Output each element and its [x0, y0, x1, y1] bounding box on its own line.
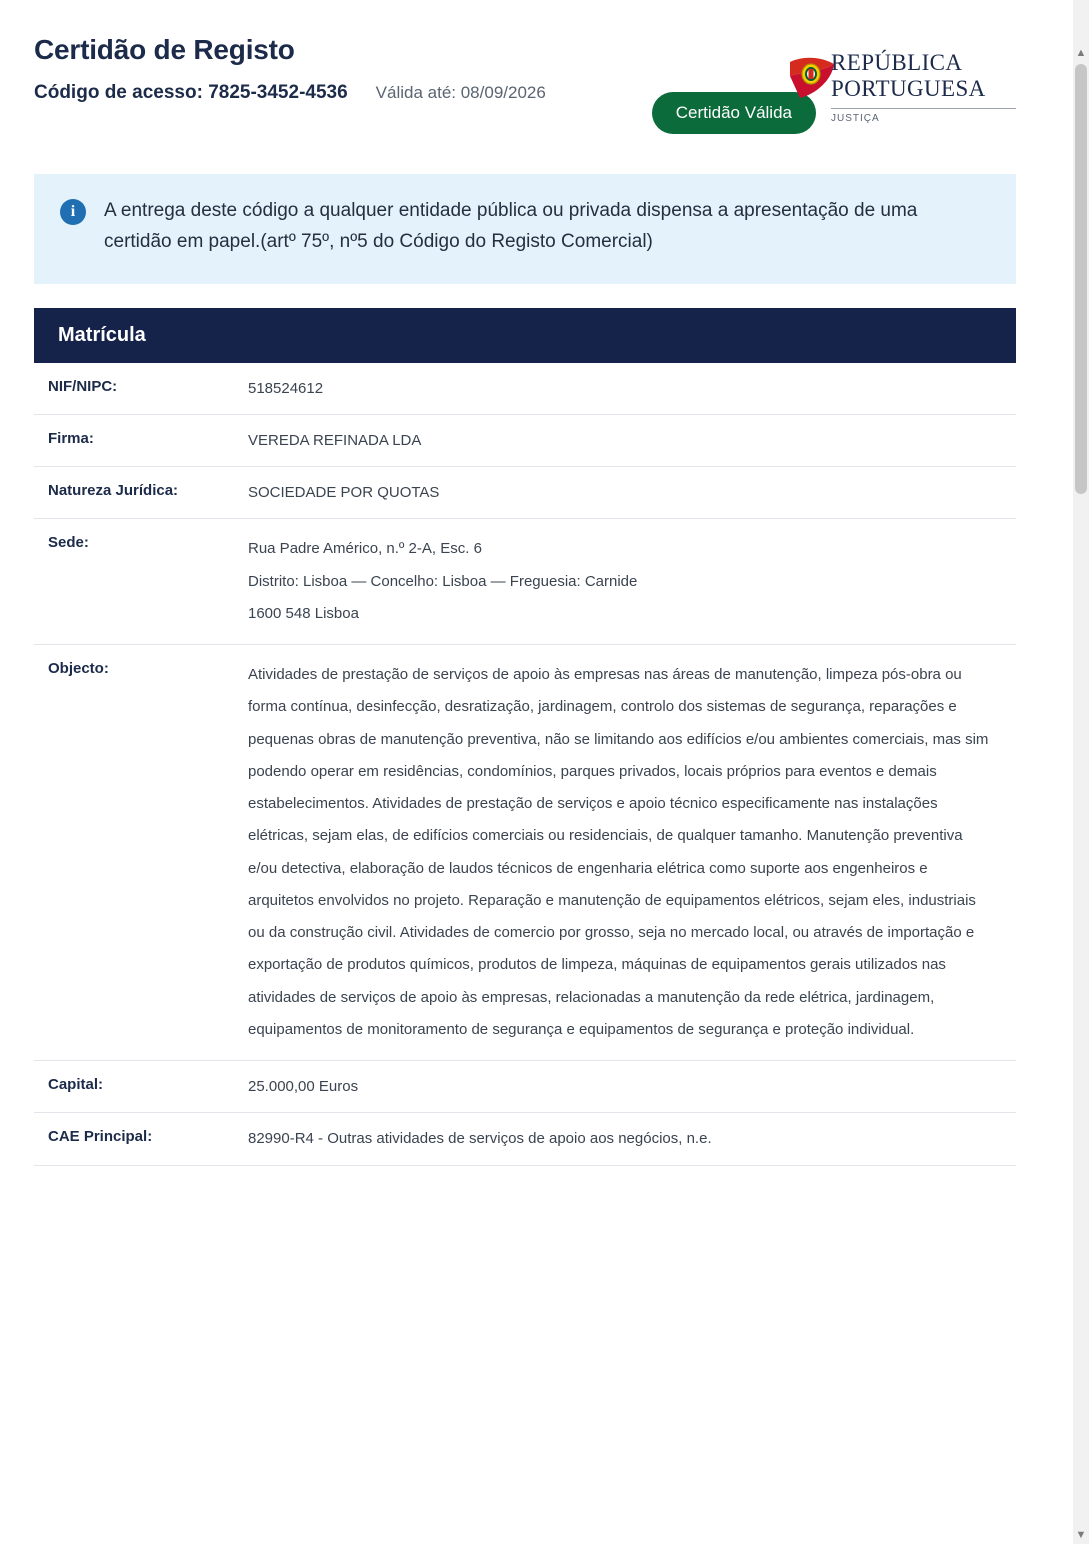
row-value: VEREDA REFINADA LDA: [248, 431, 422, 449]
row-key: Capital:: [48, 1076, 104, 1094]
row-value: 25.000,00 Euros: [248, 1078, 359, 1096]
info-banner-text: A entrega deste código a qualquer entidade pública ou privada dispensa a apresentação de uma certidão em papel.(artº 75º, nº5 do Código do Registo Comercial): [104, 200, 918, 252]
document-header: [34, 34, 1016, 152]
row-key: Firma:: [48, 429, 94, 447]
row-value: 518524612: [248, 379, 324, 397]
table-row: [34, 645, 1016, 1061]
access-code-label: Código de acesso: 7825-3452-4536: [34, 82, 348, 103]
vertical-scrollbar[interactable]: [1073, 0, 1089, 1544]
table-row: [34, 467, 1016, 519]
row-key: NIF/NIPC:: [48, 377, 118, 395]
page-title: Certidão de Registo: [34, 34, 295, 65]
row-key: Objecto:: [48, 660, 109, 678]
address-line: Distrito: Lisboa — Concelho: Lisboa — Freguesia: Carnide: [248, 572, 638, 590]
row-value: [248, 533, 992, 630]
status-badge: Certidão Válida: [652, 92, 816, 134]
row-value: Atividades de prestação de serviços de apoio às empresas nas áreas de manutenção, limpeza pós-obra ou forma contínua, desinfecção, desratização, jardinagem, controlo dos sistemas de segurança, reparações e pequenas obras de manutenção preventiva, não se limitando aos edifícios e/ou ambientes comerciais, mas sim podendo operar em residências, condomínios, parques privados, locais próprios para eventos e demais estabelecimentos. Atividades de prestação de serviços e apoio técnico especificamente nas instalações elétricas, sejam elas, de edifícios comerciais ou residenciais, de qualquer tamanho. Manutenção preventiva e/ou detectiva, elaboração de laudos técnicos de engenharia elétrica como suporte aos engenheiros e arquitetos envolvidos no projeto. Reparação e manutenção de equipamentos elétricos, sejam eles, industriais ou da construção civil. Atividades de comercio por grosso, seja no mercado local, ou através de importação e exportação de produtos químicos, produtos de limpeza, máquinas de equipamentos gerais utilizados nas atividades de serviços de apoio às empresas, relacionadas a manutenção da rede elétrica, jardinagem, equipamentos de monitoramento de segurança e equipamentos de segurança e proteção individual.: [248, 666, 989, 1038]
scroll-down-arrow-icon[interactable]: ▼: [1075, 1529, 1087, 1541]
address-line: 1600 548 Lisboa: [248, 604, 359, 622]
matricula-section: [34, 308, 1016, 1166]
section-title: Matrícula: [34, 308, 1016, 363]
info-banner: [34, 174, 1016, 284]
row-value: SOCIEDADE POR QUOTAS: [248, 484, 440, 502]
brand-line-1: REPÚBLICA: [831, 50, 963, 75]
scroll-up-arrow-icon[interactable]: ▲: [1075, 47, 1087, 59]
address-line: Rua Padre Américo, n.º 2-A, Esc. 6: [248, 540, 482, 558]
info-icon: i: [60, 199, 86, 225]
table-row: [34, 519, 1016, 645]
table-row: [34, 1061, 1016, 1113]
brand-line-2: PORTUGUESA: [831, 75, 986, 101]
table-row: [34, 363, 1016, 415]
row-value: 82990-R4 - Outras atividades de serviços de apoio aos negócios, n.e.: [248, 1130, 712, 1148]
row-key: Sede:: [48, 534, 89, 552]
brand-subtitle: JUSTIÇA: [831, 112, 880, 124]
brand-divider: [831, 108, 1016, 109]
republica-portuguesa-logo: [831, 50, 1016, 124]
row-key: CAE Principal:: [48, 1128, 153, 1146]
valid-until-label: Válida até: 08/09/2026: [375, 83, 546, 102]
table-row: [34, 1113, 1016, 1165]
scrollbar-thumb[interactable]: [1075, 64, 1087, 494]
row-key: Natureza Jurídica:: [48, 482, 179, 500]
table-row: [34, 415, 1016, 467]
